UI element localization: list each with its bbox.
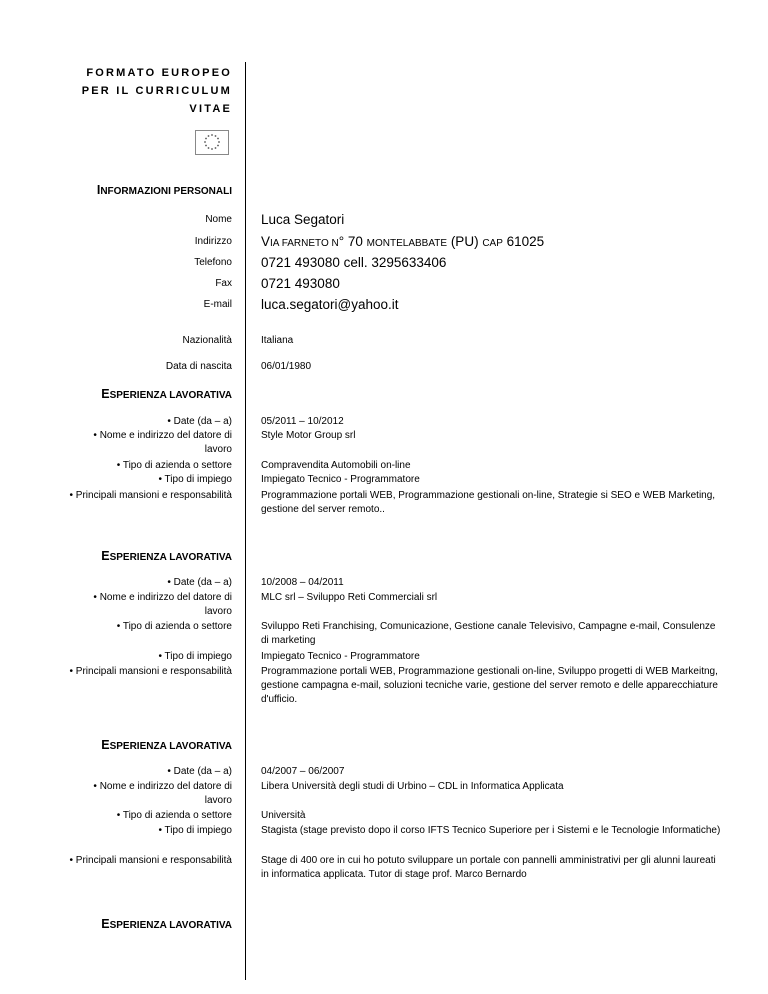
section-title-cap: E (101, 917, 110, 931)
addr-part: CAP (482, 238, 503, 249)
label-email: E-mail (203, 299, 232, 310)
label-telefono: Telefono (194, 257, 232, 268)
eu-flag-icon (195, 130, 229, 155)
job1-datore: Style Motor Group srl (261, 430, 356, 441)
value-data-nascita: 06/01/1980 (261, 361, 312, 372)
section-title-rest: SPERIENZA LAVORATIVA (109, 920, 232, 931)
label-mansioni: • Principali mansioni e responsabilità (69, 855, 232, 866)
title-line-3: VITAE (189, 103, 232, 115)
label-datore-cont: lavoro (204, 444, 232, 455)
job3-datore: Libera Università degli studi di Urbino – CDL in Informatica Applicata (261, 781, 564, 792)
label-date: • Date (da – a) (167, 577, 232, 588)
title-line-1: FORMATO EUROPEO (86, 67, 232, 79)
label-datore: • Nome e indirizzo del datore di (93, 592, 232, 603)
job2-date: 10/2008 – 04/2011 (261, 577, 344, 588)
value-fax: 0721 493080 (261, 276, 340, 291)
column-divider (245, 62, 246, 980)
section-title-rest: SPERIENZA LAVORATIVA (109, 741, 232, 752)
job1-tipo-impiego: Impiegato Tecnico - Programmatore (261, 474, 420, 485)
label-datore-cont: lavoro (204, 795, 232, 806)
job3-date: 04/2007 – 06/2007 (261, 766, 345, 777)
job2-tipo-azienda: Sviluppo Reti Franchising, Comunicazione, Gestione canale Televisivo, Campagne e-mail, Consulenze di marketing (261, 621, 716, 646)
title-line-2: PER IL CURRICULUM (81, 85, 232, 97)
label-datore-cont: lavoro (204, 606, 232, 617)
addr-part: (PU) (447, 234, 483, 249)
addr-part: 61025 (502, 234, 545, 249)
section-experience-2 (0, 549, 232, 563)
label-tipo-impiego: • Tipo di impiego (158, 474, 232, 485)
cv-format-title (0, 64, 232, 118)
value-indirizzo (261, 234, 721, 252)
label-date: • Date (da – a) (167, 416, 232, 427)
addr-part: V (261, 234, 271, 249)
job2-tipo-impiego: Impiegato Tecnico - Programmatore (261, 651, 420, 662)
label-datore: • Nome e indirizzo del datore di (93, 781, 232, 792)
job1-tipo-azienda: Compravendita Automobili on-line (261, 460, 411, 471)
label-nome: Nome (205, 214, 232, 225)
label-mansioni: • Principali mansioni e responsabilità (69, 490, 232, 501)
label-tipo-impiego: • Tipo di impiego (158, 651, 232, 662)
addr-part: MONTELABBATE (366, 238, 448, 249)
section-title-rest: SPERIENZA LAVORATIVA (109, 552, 232, 563)
label-fax: Fax (215, 278, 232, 289)
label-date: • Date (da – a) (167, 766, 232, 777)
label-nazionalita: Nazionalità (182, 335, 232, 346)
label-tipo-azienda: • Tipo di azienda o settore (116, 621, 232, 632)
section-experience-3 (0, 738, 232, 752)
section-title-cap: I (96, 183, 101, 197)
job3-tipo-azienda: Università (261, 810, 306, 821)
job1-date: 05/2011 – 10/2012 (261, 416, 344, 427)
label-data-nascita: Data di nascita (165, 361, 232, 372)
label-tipo-azienda: • Tipo di azienda o settore (116, 810, 232, 821)
addr-part: ° 70 (338, 234, 367, 249)
section-title-cap: E (101, 387, 110, 401)
value-nome: Luca Segatori (261, 212, 345, 227)
label-datore: • Nome e indirizzo del datore di (93, 430, 232, 441)
section-title-rest: SPERIENZA LAVORATIVA (109, 390, 232, 401)
section-title-cap: E (101, 738, 110, 752)
job3-mansioni: Stage di 400 ore in cui ho potuto sviluppare un portale con pannelli amministrativi per gli alunni laureati in informatica applicata. Tutor di stage prof. Marco Bernardo (261, 855, 716, 880)
section-personal-info (0, 183, 232, 197)
value-nazionalita: Italiana (261, 335, 294, 346)
value-email: luca.segatori@yahoo.it (261, 297, 399, 312)
job3-tipo-impiego: Stagista (stage previsto dopo il corso IFTS Tecnico Superiore per i Sistemi e le Tecnologie Informatiche) (261, 825, 721, 836)
job1-mansioni: Programmazione portali WEB, Programmazione gestionali on-line, Strategie si SEO e WEB Marketing, gestione del server remoto.. (261, 490, 716, 515)
section-experience-4 (0, 917, 232, 931)
job2-mansioni: Programmazione portali WEB, Programmazione gestionali on-line, Sviluppo progetti di WEB Markeitng, gestione campagna e-mail, soluzioni tecniche varie, gestione del server remoto e delle apparecchiature d'ufficio. (261, 666, 718, 705)
section-title-cap: E (101, 549, 110, 563)
addr-part: IA FARNETO N (270, 238, 339, 249)
section-title-rest: NFORMAZIONI PERSONALI (100, 186, 232, 197)
label-tipo-azienda: • Tipo di azienda o settore (116, 460, 232, 471)
section-experience-1 (0, 387, 232, 401)
label-tipo-impiego: • Tipo di impiego (158, 825, 232, 836)
label-mansioni: • Principali mansioni e responsabilità (69, 666, 232, 677)
label-indirizzo: Indirizzo (194, 236, 232, 247)
job2-datore: MLC srl – Sviluppo Reti Commerciali srl (261, 592, 438, 603)
value-telefono: 0721 493080 cell. 3295633406 (261, 255, 447, 270)
